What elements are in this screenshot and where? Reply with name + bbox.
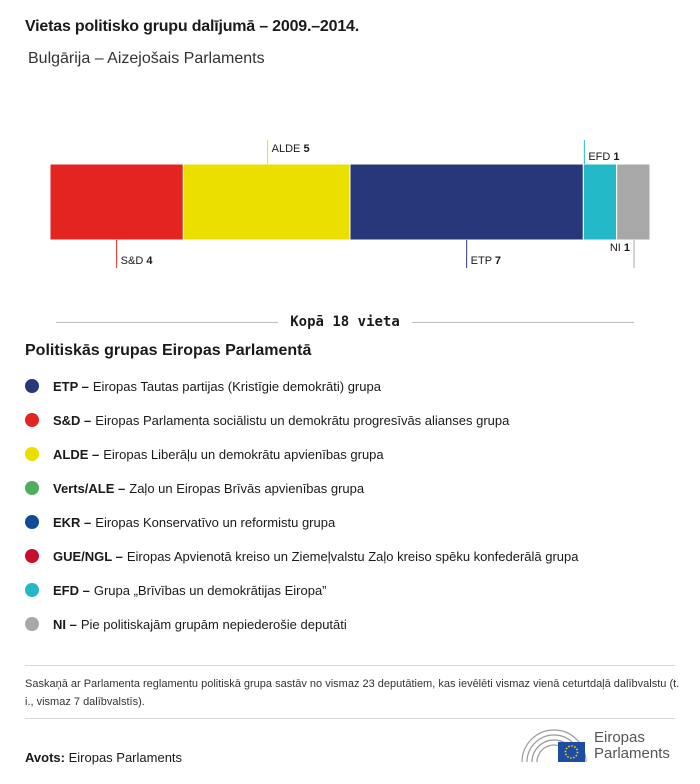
legend-color-dot-icon <box>25 515 39 529</box>
total-seats-row <box>56 312 634 332</box>
logo-line-2: Parlaments <box>594 745 670 762</box>
divider-top <box>25 665 675 666</box>
legend-color-dot-icon <box>25 379 39 393</box>
legend-abbr: ALDE – <box>53 446 100 462</box>
bar-segment-s-d <box>50 164 183 240</box>
legend-abbr: GUE/NGL – <box>53 548 123 564</box>
seat-label-alde: ALDE 5 <box>271 143 310 155</box>
legend-item <box>25 573 578 607</box>
legend-title: Politiskās grupas Eiropas Parlamentā <box>25 342 312 359</box>
seat-label-s-d: S&D 4 <box>120 255 153 267</box>
total-line-left <box>56 322 278 323</box>
chart-subtitle: Bulgārija – Aizejošais Parlaments <box>28 50 265 67</box>
legend-item <box>25 505 578 539</box>
legend-abbr: ETP – <box>53 378 89 394</box>
divider-bottom <box>25 718 675 719</box>
legend-description: Pie politiskajām grupām nepiederošie deputāti <box>80 616 347 632</box>
legend-abbr: Verts/ALE – <box>53 480 126 496</box>
european-parliament-logo <box>520 728 670 764</box>
legend-description: Eiropas Apvienotā kreiso un Ziemeļvalstu Zaļo kreiso spēku konfederālā grupa <box>126 548 579 564</box>
parliament-hemicycle-icon <box>520 728 588 764</box>
legend-item <box>25 369 578 403</box>
bar-segment-etp <box>350 164 583 240</box>
legend-item <box>25 471 578 505</box>
seat-label-ni: NI 1 <box>609 242 630 254</box>
source-label: Avots: <box>25 750 65 765</box>
total-seats-label: Kopā 18 vieta <box>290 314 400 330</box>
legend-abbr: S&D – <box>53 412 92 428</box>
bar-segment-alde <box>183 164 350 240</box>
legend-item <box>25 403 578 437</box>
legend-color-dot-icon <box>25 413 39 427</box>
rules-note: Saskaņā ar Parlamenta reglamentu politiskā grupa sastāv no vismaz 23 deputātiem, kas ievēlēti vismaz vienā ceturtdaļā dalībvalstu (t. i., vismaz 7 dalībvalstīs). <box>25 678 680 708</box>
legend-abbr: NI – <box>53 616 77 632</box>
legend-description: Eiropas Parlamenta sociālistu un demokrātu progresīvās alianses grupa <box>95 412 510 428</box>
seat-distribution-chart <box>0 130 700 280</box>
bar-segment-ni <box>617 164 650 240</box>
group-legend <box>25 369 578 641</box>
legend-description: Eiropas Tautas partijas (Kristīgie demokrāti) grupa <box>92 378 381 394</box>
legend-item <box>25 539 578 573</box>
legend-color-dot-icon <box>25 617 39 631</box>
legend-color-dot-icon <box>25 583 39 597</box>
chart-title: Vietas politisko grupu dalījumā – 2009.–2014. <box>25 18 359 35</box>
legend-color-dot-icon <box>25 447 39 461</box>
legend-color-dot-icon <box>25 481 39 495</box>
legend-description: Zaļo un Eiropas Brīvās apvienības grupa <box>129 480 365 496</box>
seat-label-etp: ETP 7 <box>470 255 502 267</box>
total-line-right <box>412 322 634 323</box>
legend-description: Grupa „Brīvības un demokrātijas Eiropa” <box>93 582 327 598</box>
legend-abbr: EFD – <box>53 582 90 598</box>
logo-line-1: Eiropas <box>594 729 645 746</box>
legend-color-dot-icon <box>25 549 39 563</box>
legend-item <box>25 437 578 471</box>
seat-label-efd: EFD 1 <box>588 151 620 163</box>
bar-segment-efd <box>583 164 616 240</box>
legend-description: Eiropas Liberāļu un demokrātu apvienības grupa <box>103 446 384 462</box>
source <box>25 750 182 765</box>
legend-abbr: EKR – <box>53 514 92 530</box>
legend-description: Eiropas Konservatīvo un reformistu grupa <box>95 514 336 530</box>
source-value: Eiropas Parlaments <box>68 750 183 765</box>
legend-item <box>25 607 578 641</box>
